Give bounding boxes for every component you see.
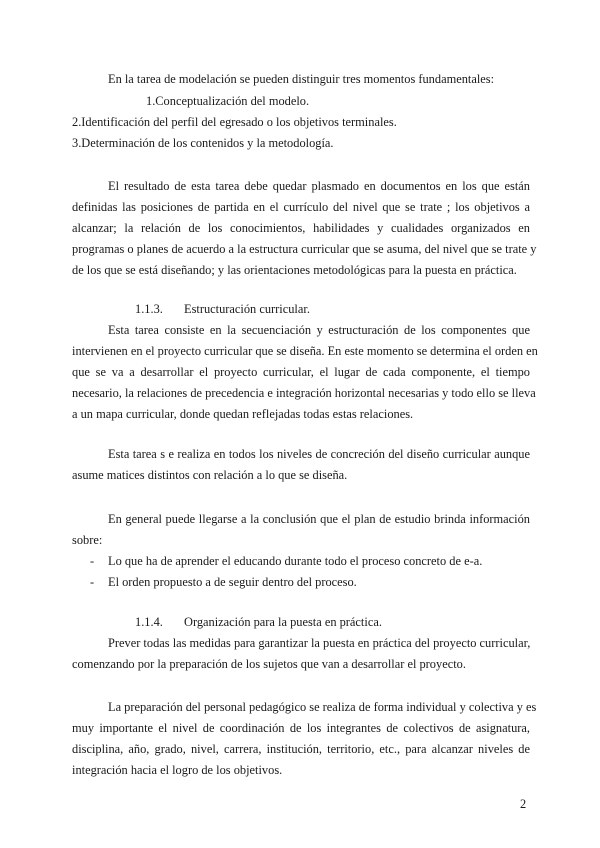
section-113-number: 1.1.3.	[135, 302, 163, 316]
levels-paragraph-line: asume matices distintos con relación a lo que se diseña.	[72, 468, 348, 482]
structuring-paragraph-line: Esta tarea consiste en la secuenciación y estructuración de los componentes que	[108, 323, 530, 337]
bullet-dash: -	[90, 575, 95, 589]
staff-paragraph-line: La preparación del personal pedagógico se realiza de forma individual y colectiva y es	[108, 700, 537, 714]
conclusion-paragraph-line: sobre:	[72, 533, 103, 547]
levels-paragraph-line: Esta tarea s e realiza en todos los niveles de concreción del diseño curricular aunque	[108, 447, 530, 461]
organization-paragraph-line: Prever todas las medidas para garantizar la puesta en práctica del proyecto curricular,	[108, 636, 531, 650]
result-paragraph-line: alcanzar; la relación de los conocimientos, habilidades y cualidades organizados en	[72, 221, 530, 235]
staff-paragraph-line: disciplina, año, grado, nivel, carrera, institución, territorio, etc., para alcanzar niveles de	[72, 742, 530, 756]
staff-paragraph-line: integración hacia el logro de los objetivos.	[72, 763, 283, 777]
page-number: 2	[520, 797, 527, 811]
section-114-number: 1.1.4.	[135, 615, 163, 629]
section-113-title: Estructuración curricular.	[184, 302, 310, 316]
result-paragraph-line: de los que se está diseñando; y las orientaciones metodológicas para la puesta en práctica.	[72, 263, 517, 277]
structuring-paragraph-line: intervienen en el proyecto curricular que se diseña. En este momento se determina el orden en	[72, 344, 538, 358]
structuring-paragraph-line: a un mapa curricular, donde quedan reflejadas todas estas relaciones.	[72, 407, 414, 421]
structuring-paragraph-line: necesario, la relaciones de precedencia e integración horizontal necesarias y todo ello se lleva	[72, 386, 536, 400]
bullet-item: Lo que ha de aprender el educando durante todo el proceso concreto de e-a.	[108, 554, 483, 568]
intro-step-2: 2.Identificación del perfil del egresado o los objetivos terminales.	[72, 115, 397, 129]
section-114-title: Organización para la puesta en práctica.	[184, 615, 382, 629]
result-paragraph-line: programas o planes de acuerdo a la estructura curricular que se asuma, del nivel que se trate y	[72, 242, 537, 256]
organization-paragraph-line: comenzando por la preparación de los sujetos que van a desarrollar el proyecto.	[72, 657, 466, 671]
result-paragraph-line: definidas las posiciones de partida en el currículo del nivel que se trate ; los objetivos a	[72, 200, 530, 214]
staff-paragraph-line: muy importante el nivel de coordinación de los integrantes de colectivos de asignatura,	[72, 721, 530, 735]
intro-step-3: 3.Determinación de los contenidos y la metodología.	[72, 136, 334, 150]
structuring-paragraph-line: que se va a desarrollar el proyecto curricular, el lugar de cada componente, el tiempo	[72, 365, 530, 379]
result-paragraph-line: El resultado de esta tarea debe quedar plasmado en documentos en los que están	[108, 179, 530, 193]
bullet-item: El orden propuesto a de seguir dentro del proceso.	[108, 575, 357, 589]
intro-lead: En la tarea de modelación se pueden distinguir tres momentos fundamentales:	[108, 72, 495, 86]
bullet-dash: -	[90, 554, 95, 568]
conclusion-paragraph-line: En general puede llegarse a la conclusión que el plan de estudio brinda información	[108, 512, 530, 526]
intro-step-1: 1.Conceptualización del modelo.	[146, 94, 310, 108]
